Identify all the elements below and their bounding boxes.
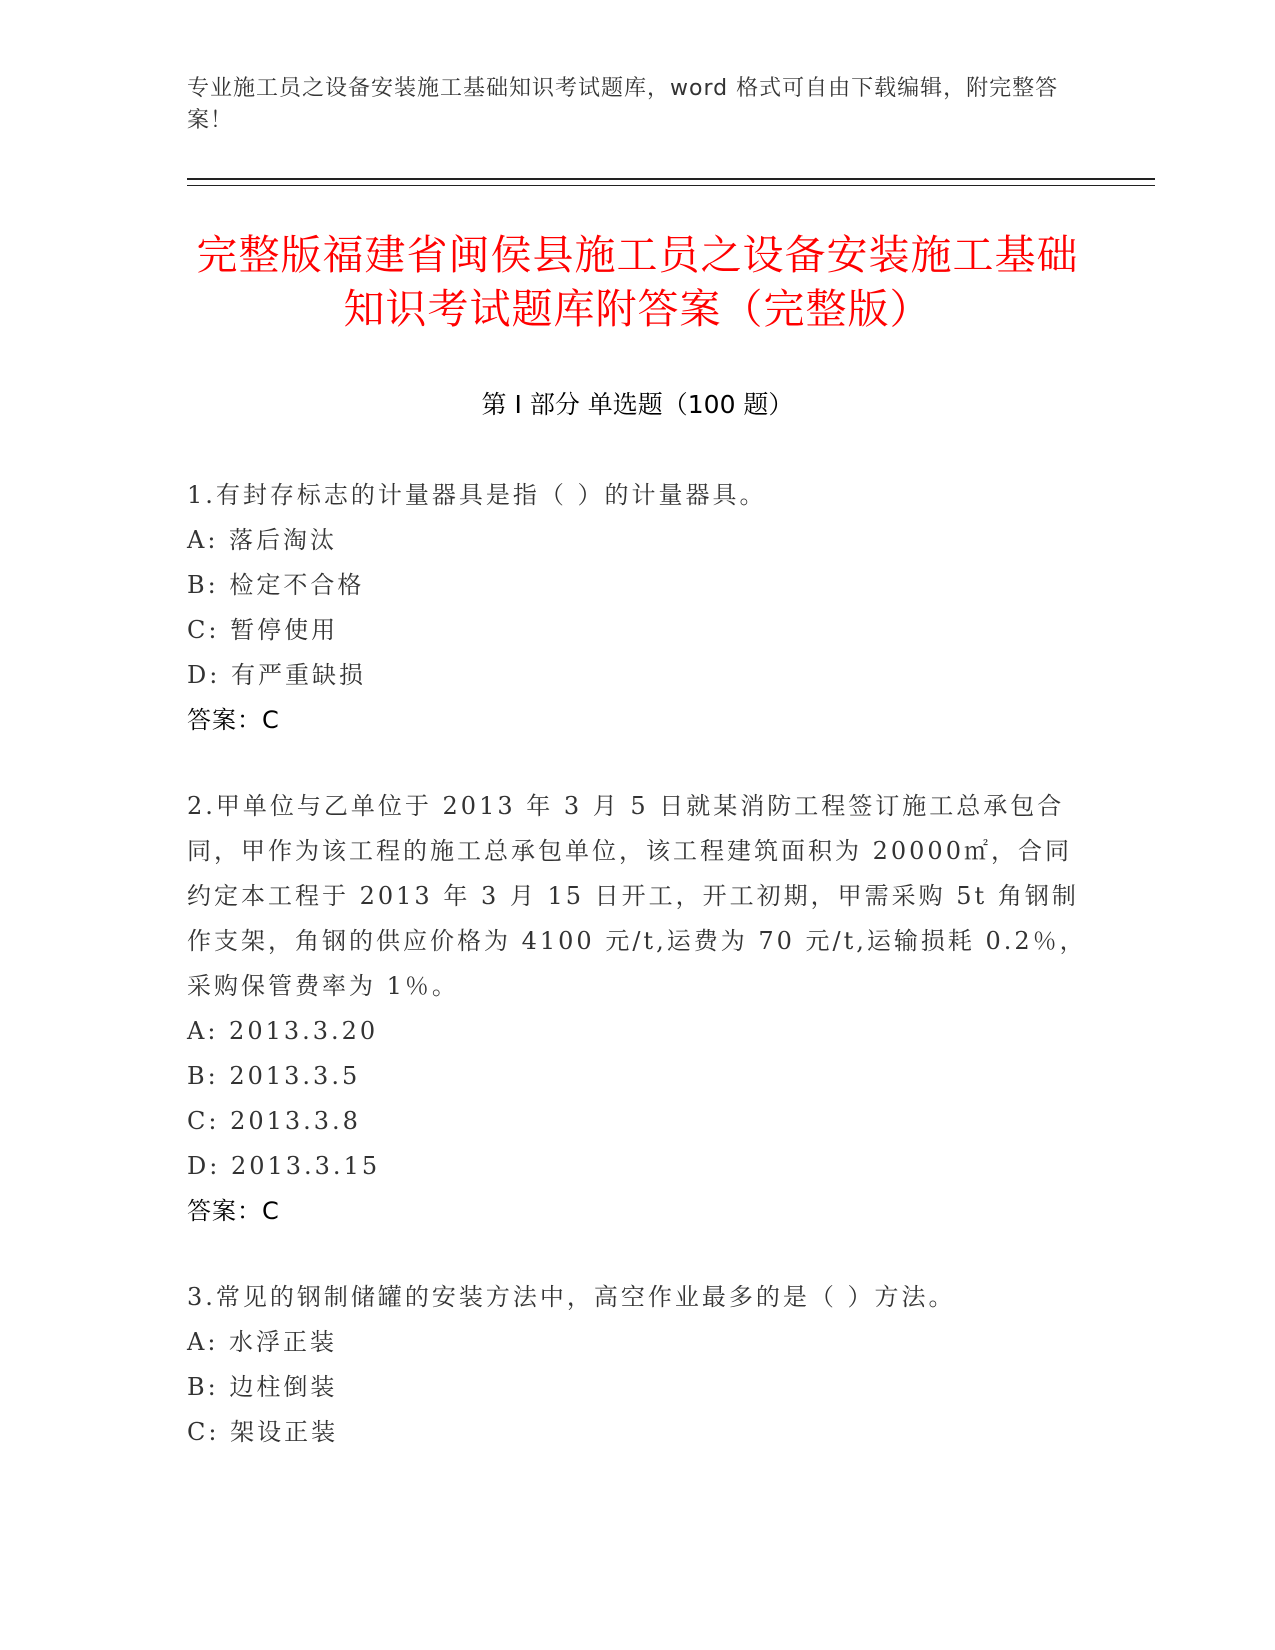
question-1 <box>187 473 1087 743</box>
option-b: B: 检定不合格 <box>187 571 365 599</box>
option-d: D: 有严重缺损 <box>187 661 366 689</box>
question-stem: 3.常见的钢制储罐的安装方法中，高空作业最多的是（ ）方法。 <box>187 1283 956 1311</box>
question-list <box>187 473 1087 1496</box>
option-a: A: 2013.3.20 <box>187 1017 379 1045</box>
question-stem: 1.有封存标志的计量器具是指（ ）的计量器具。 <box>187 481 767 509</box>
option-b: B: 2013.3.5 <box>187 1062 361 1090</box>
answer: 答案：C <box>187 1197 280 1225</box>
question-3 <box>187 1275 1087 1455</box>
header-note: 专业施工员之设备安装施工基础知识考试题库，word 格式可自由下载编辑，附完整答案！ <box>187 76 1059 133</box>
section-title: 第 I 部分 单选题（100 题） <box>481 390 794 419</box>
question-2 <box>187 784 1087 1234</box>
header-rule-thick <box>187 178 1155 180</box>
option-a: A: 落后淘汰 <box>187 526 338 554</box>
question-stem: 2.甲单位与乙单位于 2013 年 3 月 5 日就某消防工程签订施工总承包合同，甲作为该工程的施工总承包单位，该工程建筑面积为 20000㎡，合同约定本工程于 2013 年 3 月 15 日开工，开工初期，甲需采购 5t 角钢制作支架，角钢的供应价格为 4100 元/t,运费为 70 元/t,运输损耗 0.2％，采购保管费率为 1％。 <box>187 792 1087 1000</box>
option-a: A: 水浮正装 <box>187 1328 338 1356</box>
answer: 答案：C <box>187 706 280 734</box>
option-b: B: 边柱倒装 <box>187 1373 338 1401</box>
option-c: C: 暂停使用 <box>187 616 339 644</box>
option-c: C: 2013.3.8 <box>187 1107 361 1135</box>
document-title: 完整版福建省闽侯县施工员之设备安装施工基础知识考试题库附答案（完整版） <box>196 231 1079 333</box>
option-d: D: 2013.3.15 <box>187 1152 381 1180</box>
option-c: C: 架设正装 <box>187 1418 339 1446</box>
header-rule-thin <box>187 185 1155 186</box>
